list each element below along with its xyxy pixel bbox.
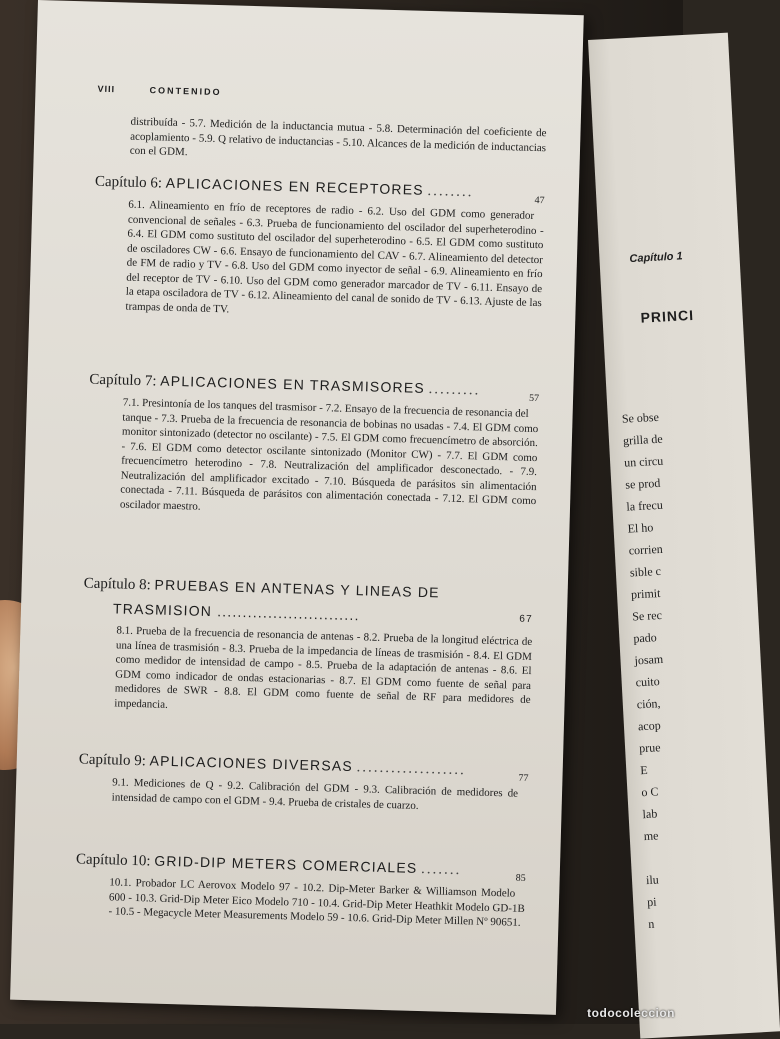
right-text-line: o C (641, 784, 659, 800)
chapter-page: 67 (519, 613, 534, 626)
left-page (10, 0, 584, 1015)
right-text-line: pi (646, 894, 657, 910)
right-text-line: primit (630, 585, 661, 602)
header-title: CONTENIDO (149, 85, 222, 98)
chapter-heading: Capítulo 10: GRID-DIP METERS COMERCIALES ....... 85 (76, 849, 526, 881)
chapter-page: 57 (528, 392, 540, 405)
right-text-line: pado (633, 630, 658, 646)
right-heading: PRINCI (640, 306, 695, 326)
continuation-block (96, 114, 547, 170)
chapter-heading-cont: TRASMISION ............................ 67 (113, 599, 533, 629)
right-text-line: cuito (635, 674, 661, 690)
right-text-line: josam (634, 651, 664, 668)
chapter-sections: 10.1. Probador LC Aerovox Modelo 97 - 10.2. Dip-Meter Barker & Williamson Modelo 600 - 10.3. Grid-Dip Meter Eico Modelo 710 - 10.4. Grid-Dip Meter Heathkit Modelo GD-1B - 10.5 - Megacycle Meter Measurements Modelo 59 - 10.6. Grid-Dip Meter Millen Nº 90651. (108, 876, 525, 929)
chapter-sections: 8.1. Prueba de la frecuencia de resonancia de antenas - 8.2. Prueba de la longitud eléctrica de una línea de trasmisión - 8.3. Prueba de la impedancia de líneas de trasmisión - 8.4. El GDM como medidor de intensidad de campo - 8.5. Prueba de la adaptación de antenas - 8.6. El GDM como indicador de ondas estacionarias - 8.7. El GDM como fuente de señal para medidores de SWR - 8.8. El GDM como fuente de señal de RF para medidores de impedancia. (114, 624, 533, 711)
chapter-heading: Capítulo 6: APLICACIONES EN RECEPTORES ........ 47 (95, 172, 545, 204)
chapter-heading: Capítulo 9: APLICACIONES DIVERSAS ................... 77 (79, 749, 529, 781)
chapter-7 (86, 370, 540, 524)
chapter-sections: 7.1. Presintonía de los tanques del trasmisor - 7.2. Ensayo de la frecuencia de resonancia del tanque - 7.3. Prueba de la frecuencia de resonancia de bobinas no usadas - 7.4. El GDM como monitor sintonizado (detector no oscilante) - 7.5. El GDM como frecuencímetro de absorción. - 7.6. El GDM como detector oscilante sintonizado (Monitor CW) - 7.7. El GDM como frecuencímetro heterodino - 7.8. Neutralización del amplificador desconectado. - 7.9. Neutralización del amplificador excitado - 7.10. Búsqueda de parásitos sin alimentación conectada - 7.11. Búsqueda de parásitos con alimentación conectada - 7.12. El GDM como oscilador maestro. (119, 396, 539, 513)
chapter-page: 85 (515, 872, 526, 884)
chapter-6 (91, 172, 545, 326)
right-text-line: El ho (627, 520, 654, 536)
right-text-line: la frecu (626, 497, 664, 514)
right-text-line: sible c (629, 563, 662, 580)
right-text-line: un circu (623, 453, 664, 470)
chapter-sections: 6.1. Alineamiento en frío de receptores de radio - 6.2. Uso del GDM como generador convencional de señales - 6.3. Prueba de funcionamiento del oscilador del superheterodino - 6.4. El GDM como sustituto del oscilador del superheterodino - 6.5. El GDM como sustituto de osciladores CW - 6.6. Ensayo de funcionamiento del CAV - 6.7. Alineamiento del detector de FM de radio y TV - 6.8. Uso del GDM como inyector de señal - 6.9. Alineamiento en frío del receptor de TV - 6.10. Uso del GDM como generador marcador de TV - 6.11. Ensayo de la etapa osciladora de TV - 6.12. Alineamiento del canal de sonido de TV - 6.13. Ajuste de las trampas de onda de TV. (125, 198, 544, 315)
chapter-9 (78, 749, 529, 816)
right-text-line: Se rec (631, 607, 663, 624)
right-text-line: corrien (628, 541, 664, 558)
chapter-sections: 9.1. Mediciones de Q - 9.2. Calibración del GDM - 9.3. Calibración de medidores de intensidad de campo con el GDM - 9.4. Prueba de cristales de cuarzo. (111, 776, 519, 812)
right-text-line: ilu (645, 872, 660, 888)
page-numeral: VIII (97, 83, 116, 95)
chapter-8 (80, 574, 534, 723)
chapter-page: 77 (518, 772, 529, 784)
chapter-page: 47 (534, 194, 545, 207)
right-text-line: E (639, 762, 648, 778)
watermark: todocoleccion (587, 1006, 675, 1020)
chapter-heading: Capítulo 8: PRUEBAS EN ANTENAS Y LINEAS DE (83, 575, 440, 601)
right-text-line: prue (638, 740, 661, 756)
chapter-10 (74, 849, 526, 930)
right-text-line: Se obse (621, 409, 660, 426)
page-header (97, 84, 221, 97)
right-text-line: grilla de (622, 431, 663, 448)
right-text-line: acop (637, 718, 661, 734)
right-text-line: me (643, 828, 659, 844)
right-text-line: ción, (636, 696, 661, 712)
right-chapter-label: Capítulo 1 (629, 250, 683, 266)
right-text-line: n (647, 916, 655, 932)
right-text-line: lab (642, 806, 658, 822)
continuation-text: distribuída - 5.7. Medición de la inductancia mutua - 5.8. Determinación del coeficiente de acoplamiento - 5.9. Q relativo de inductancias - 5.10. Alcances de la medición de inductancias con el GDM. (129, 115, 547, 159)
chapter-heading: Capítulo 7: APLICACIONES EN TRASMISORES ......... 57 (89, 370, 539, 402)
right-text-line: se prod (624, 475, 661, 492)
